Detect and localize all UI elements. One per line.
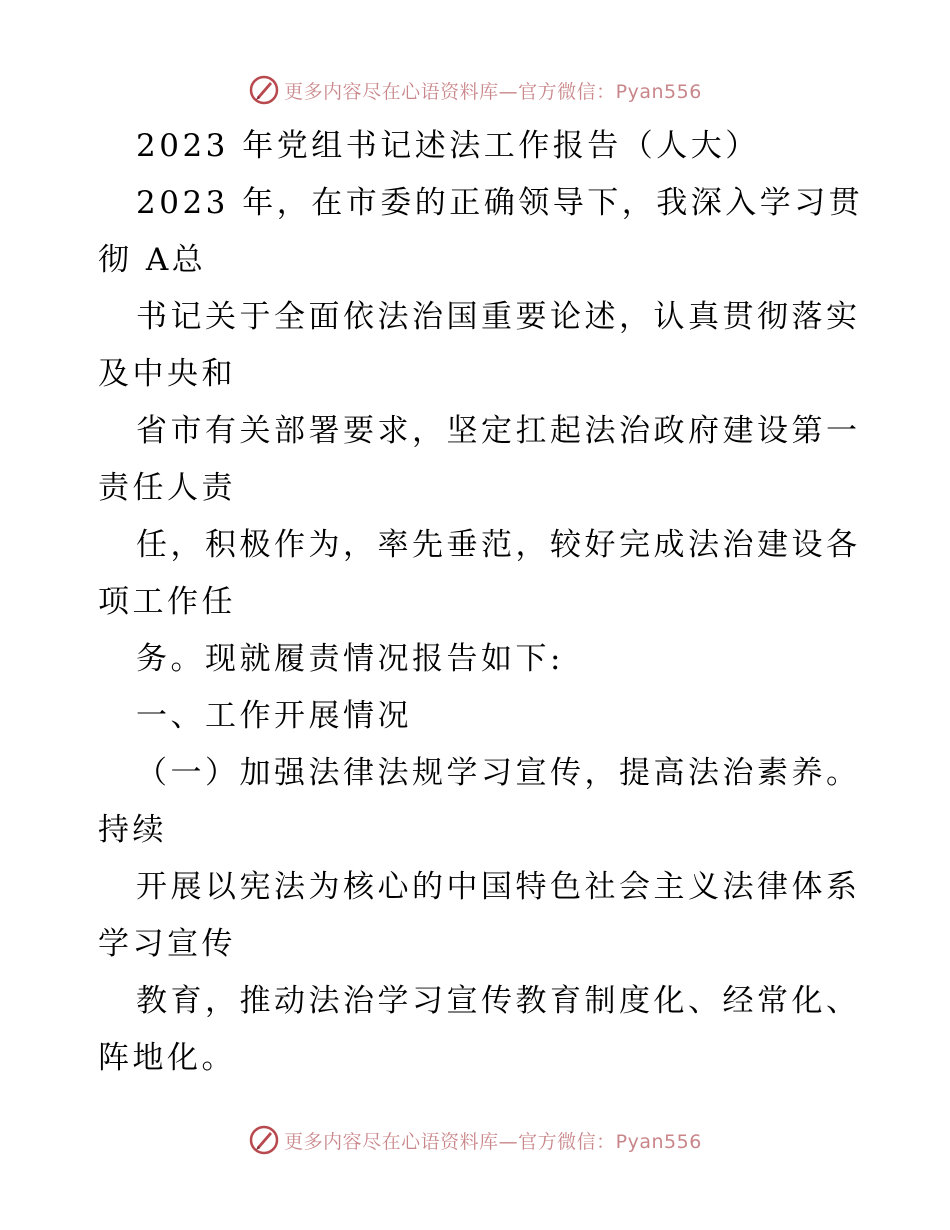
document-line: 一、工作开展情况 [136,698,412,734]
header-banner [0,72,950,108]
footer-banner-text: 更多内容尽在心语资料库—官方微信：Pyan556 [284,1130,702,1153]
document-line: 阵地化。 [98,1040,236,1076]
document-line: 省市有关部署要求，坚定扛起法治政府建设第一 [136,413,861,449]
document-line: （一）加强法律法规学习宣传，提高法治素养。 [136,755,861,791]
document-line: 项工作任 [98,584,236,620]
document-line: 务。现就履责情况报告如下: [136,641,564,677]
document-line: 及中央和 [98,356,236,392]
document-line: 2023 年党组书记述法工作报告（人大） [136,128,760,164]
document-line: 开展以宪法为核心的中国特色社会主义法律体系 [136,869,861,905]
document-line: 责任人责 [98,470,236,506]
quill-logo-icon [248,1124,280,1156]
document-line: 书记关于全面依法治国重要论述，认真贯彻落实 [136,299,861,335]
document-line: 教育，推动法治学习宣传教育制度化、经常化、 [136,983,861,1019]
document-line: 持续 [98,812,167,848]
header-banner-text: 更多内容尽在心语资料库—官方微信：Pyan556 [284,80,702,103]
document-line: 2023 年，在市委的正确领导下，我深入学习贯 [136,185,864,221]
document-line: 学习宣传 [98,926,236,962]
quill-logo-icon [248,74,280,106]
document-line: 彻 A总 [98,242,207,278]
document-line: 任，积极作为，率先垂范，较好完成法治建设各 [136,527,861,563]
document-body [98,118,864,1087]
footer-banner [0,1122,950,1158]
